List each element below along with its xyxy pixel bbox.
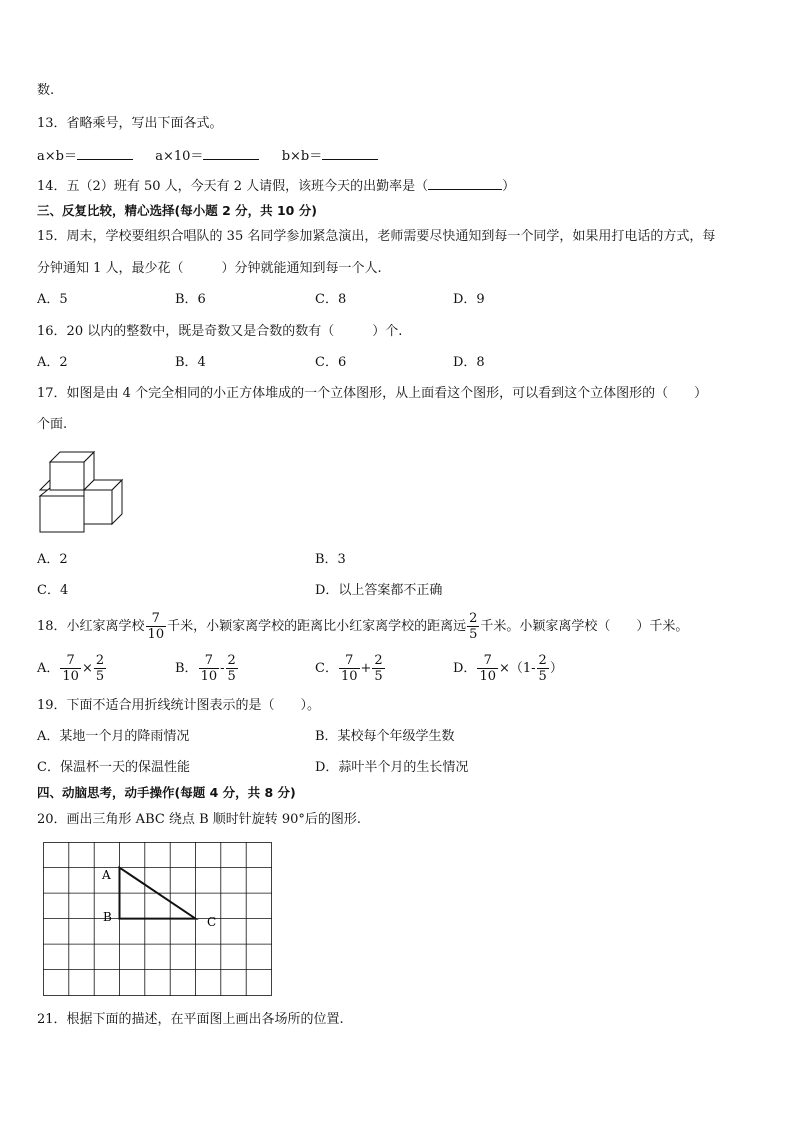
q18-text-a: 18．小红家离学校 (37, 619, 145, 634)
q19-option-c[interactable]: C．保温杯一天的保温性能 (37, 760, 190, 775)
question-21: 21．根据下面的描述，在平面图上画出各场所的位置. (37, 1012, 344, 1027)
question-17-line1: 17．如图是由 4 个完全相同的小正方体堆成的一个立体图形，从上面看这个图形，可以看到这个立体图形的（ ） (37, 386, 708, 401)
q17-option-d[interactable]: D．以上答案都不正确 (315, 583, 443, 598)
q19-option-d[interactable]: D．蒜叶半个月的生长情况 (315, 760, 469, 775)
q18-option-c[interactable]: C． $\frac{7}{10}$ + $\frac{2}{5}$ (315, 653, 383, 684)
question-17-line2: 个面. (37, 417, 68, 432)
q16-option-b[interactable]: B．4 (175, 355, 206, 370)
q15-text-pre: 分钟通知 1 人，最少花（ (37, 261, 184, 276)
question-15-line2 (37, 260, 382, 278)
fraction-seven-tenths: $\frac{7}{10}$ (147, 611, 165, 642)
question-14 (37, 176, 515, 196)
q14-blank[interactable] (428, 176, 502, 190)
question-15-line1: 15．周末，学校要组织合唱队的 35 名同学参加紧急演出，老师需要尽快通知到每一个同学，如果用打电话的方式，每 (37, 229, 716, 244)
continuation-text: 数. (37, 83, 55, 98)
q19-option-b[interactable]: B．某校每个年级学生数 (315, 729, 455, 744)
section-3-heading: 三、反复比较，精心选择(每小题 2 分，共 10 分) (37, 203, 317, 218)
q18-text-b: 千米，小颖家离学校的距离比小红家离学校的距离远 (167, 619, 467, 634)
question-18 (37, 610, 688, 644)
q13-blank-a[interactable] (77, 146, 133, 160)
q19-option-a[interactable]: A．某地一个月的降雨情况 (37, 729, 190, 744)
question-13-answers (37, 146, 378, 166)
q16-text-pre: 16．20 以内的整数中，既是奇数又是合数的数有（ (37, 324, 335, 339)
cube-stack-figure (36, 448, 128, 536)
vertex-label-a: A (102, 868, 111, 882)
q16-text-post: ）个. (372, 324, 403, 339)
question-13: 13．省略乘号，写出下面各式。 (37, 116, 223, 131)
q16-option-d[interactable]: D．8 (453, 355, 485, 370)
section-4-heading: 四、动脑思考，动手操作(每题 4 分，共 8 分) (37, 785, 296, 800)
question-19: 19．下面不适合用折线统计图表示的是（ ）。 (37, 698, 321, 713)
q15-option-a[interactable]: A．5 (37, 292, 68, 307)
q17-option-b[interactable]: B．3 (315, 552, 346, 567)
q13-blank-c[interactable] (322, 146, 378, 160)
q15-option-b[interactable]: B．6 (175, 292, 206, 307)
q18-option-b[interactable]: B． $\frac{7}{10}$ - $\frac{2}{5}$ (175, 653, 236, 684)
q13-item-c-label: b×b＝ (281, 149, 323, 164)
q17-option-a[interactable]: A．2 (37, 552, 68, 567)
grid-triangle-figure (43, 842, 274, 998)
question-20: 20．画出三角形 ABC 绕点 B 顺时针旋转 90°后的图形. (37, 812, 362, 827)
question-16 (37, 323, 402, 341)
q16-option-a[interactable]: A．2 (37, 355, 68, 370)
q15-option-c[interactable]: C．8 (315, 292, 347, 307)
q14-text: 14．五（2）班有 50 人，今天有 2 人请假，该班今天的出勤率是（ (37, 179, 429, 194)
q15-option-d[interactable]: D．9 (453, 292, 485, 307)
q14-close: ） (502, 179, 516, 194)
q18-option-a[interactable]: A． $\frac{7}{10}$ × $\frac{2}{5}$ (37, 653, 105, 684)
vertex-label-c: C (207, 915, 217, 929)
q13-item-a-label: a×b＝ (37, 149, 77, 164)
q13-blank-b[interactable] (203, 146, 259, 160)
q13-item-b-label: a×10＝ (155, 149, 204, 164)
q18-option-d[interactable]: D． $\frac{7}{10}$ ×（1- $\frac{2}{5}$ ） (453, 653, 563, 684)
vertex-label-b: B (103, 910, 112, 924)
cube-front-face-upper (50, 462, 84, 490)
cube-front-face-left (40, 496, 84, 532)
fraction-two-fifths: $\frac{2}{5}$ (469, 611, 478, 642)
q17-option-c[interactable]: C．4 (37, 583, 69, 598)
q18-text-c: 千米。小颖家离学校（ ）千米。 (480, 619, 689, 634)
q16-option-c[interactable]: C．6 (315, 355, 347, 370)
cube-front-face-right (84, 490, 112, 524)
q15-text-post: ）分钟就能通知到每一个人. (221, 261, 382, 276)
